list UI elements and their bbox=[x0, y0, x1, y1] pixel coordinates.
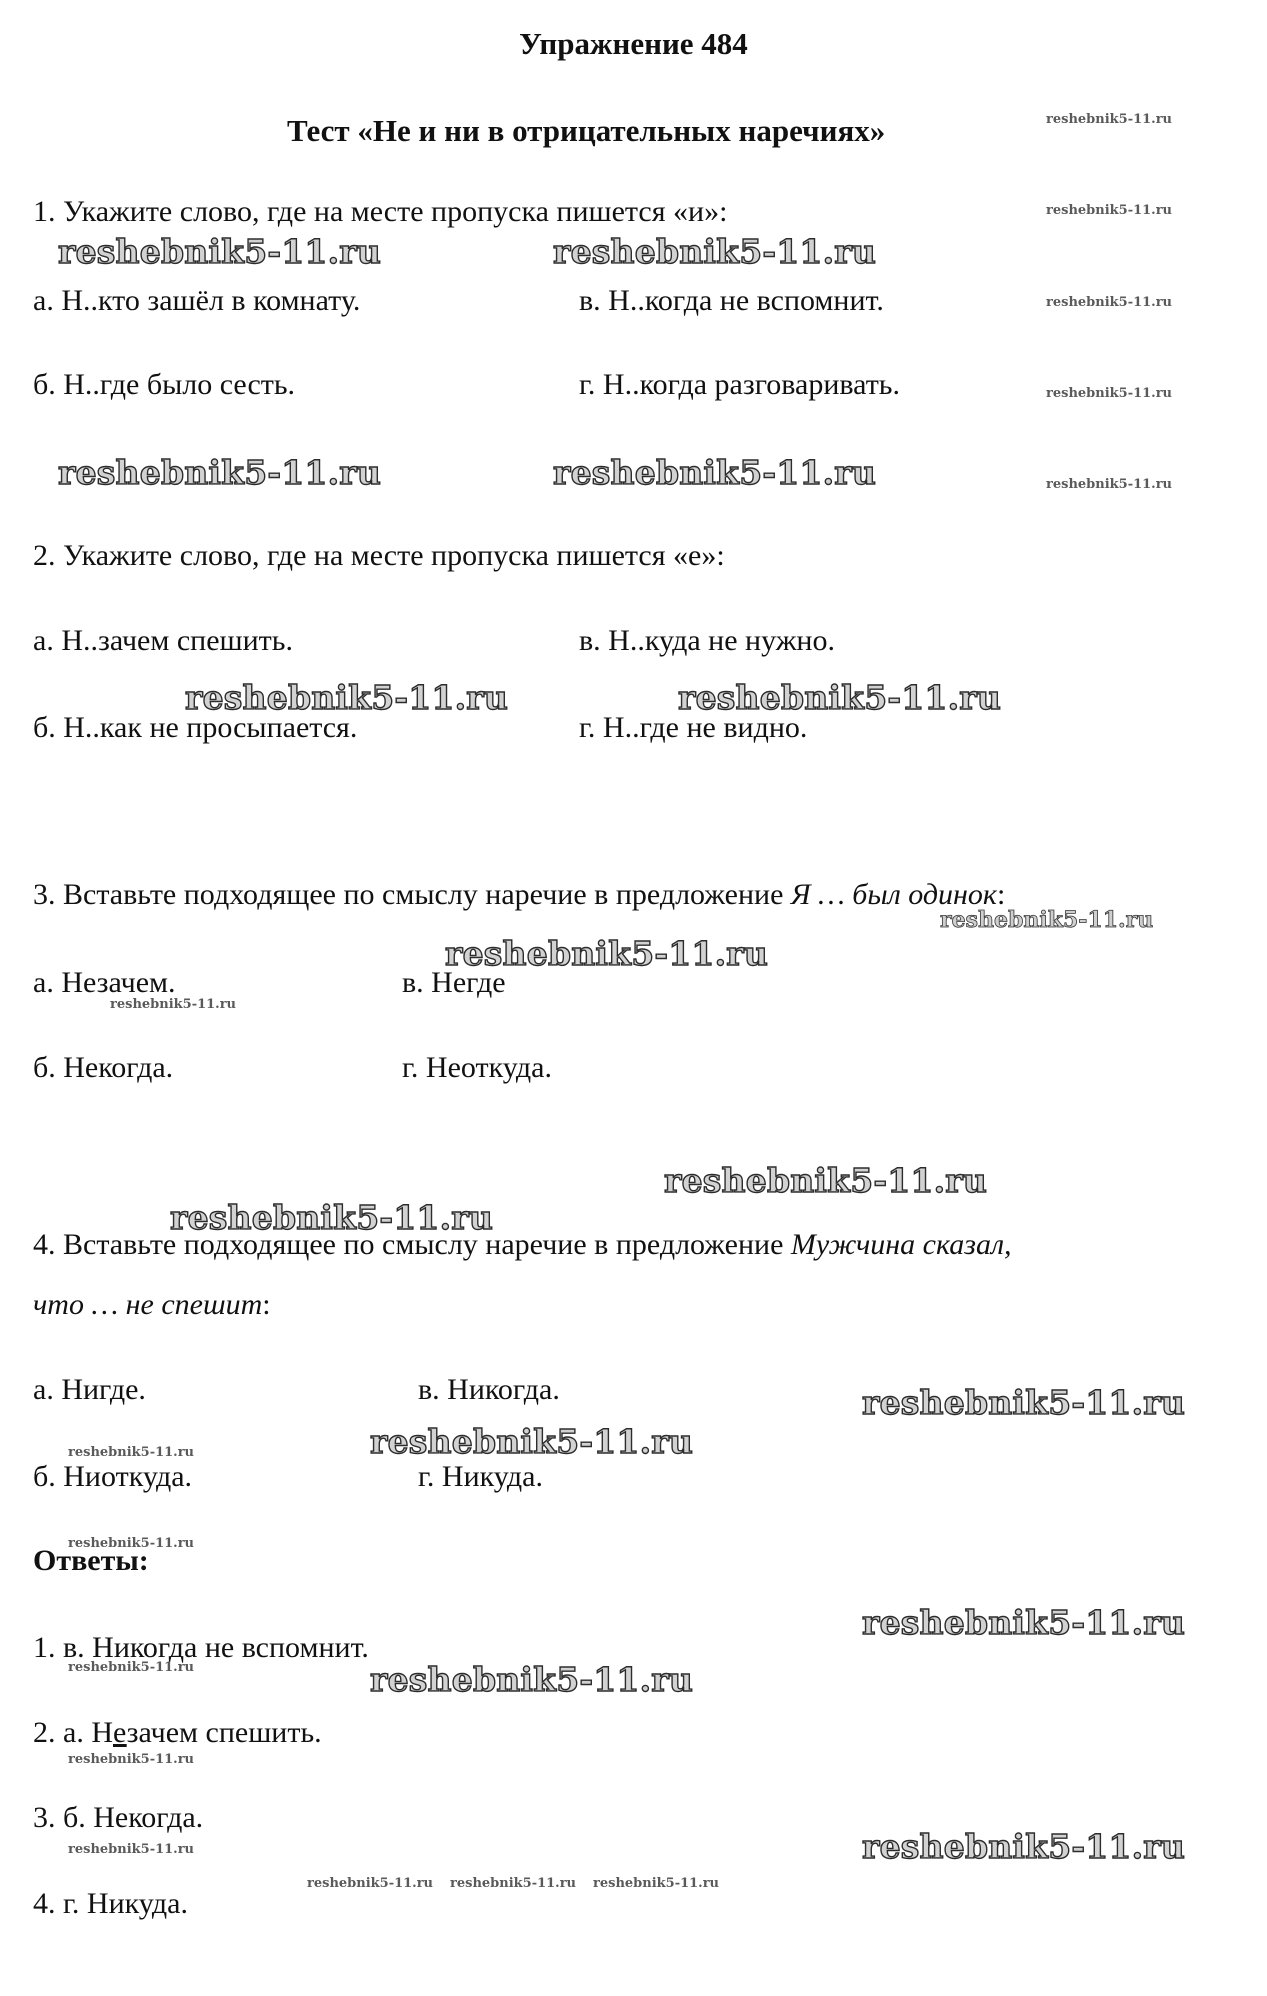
watermark: reshebnik5-11.ru bbox=[1046, 477, 1173, 492]
watermark: reshebnik5-11.ru bbox=[370, 1660, 694, 1699]
watermark: reshebnik5-11.ru bbox=[185, 678, 509, 717]
q1-option-a: а. Н..кто зашёл в комнату. bbox=[33, 284, 361, 317]
q1-option-g: г. Н..когда разговаривать. bbox=[579, 368, 900, 401]
q4-option-a: а. Нигде. bbox=[33, 1373, 146, 1406]
q2-option-a: а. Н..зачем спешить. bbox=[33, 624, 293, 657]
q4-option-v: в. Никогда. bbox=[418, 1373, 560, 1406]
answer-4: 4. г. Никуда. bbox=[33, 1887, 188, 1920]
watermark: reshebnik5-11.ru bbox=[1046, 386, 1173, 401]
q3-option-b: б. Некогда. bbox=[33, 1051, 174, 1084]
watermark: reshebnik5-11.ru bbox=[307, 1876, 434, 1891]
watermark: reshebnik5-11.ru bbox=[862, 1383, 1186, 1422]
watermark: reshebnik5-11.ru bbox=[862, 1603, 1186, 1642]
watermark: reshebnik5-11.ru bbox=[664, 1161, 988, 1200]
watermark: reshebnik5-11.ru bbox=[110, 997, 237, 1012]
watermark: reshebnik5-11.ru bbox=[170, 1198, 494, 1237]
watermark: reshebnik5-11.ru bbox=[68, 1445, 195, 1460]
watermark: reshebnik5-11.ru bbox=[593, 1876, 720, 1891]
watermark: reshebnik5-11.ru bbox=[1046, 295, 1173, 310]
watermark: reshebnik5-11.ru bbox=[678, 678, 1002, 717]
answers-heading: Ответы: bbox=[33, 1544, 149, 1577]
watermark: reshebnik5-11.ru bbox=[940, 907, 1154, 933]
watermark: reshebnik5-11.ru bbox=[1046, 112, 1173, 127]
watermark: reshebnik5-11.ru bbox=[58, 453, 382, 492]
q4-option-g: г. Никуда. bbox=[418, 1460, 543, 1493]
watermark: reshebnik5-11.ru bbox=[68, 1536, 195, 1551]
watermark: reshebnik5-11.ru bbox=[68, 1752, 195, 1767]
watermark: reshebnik5-11.ru bbox=[370, 1422, 694, 1461]
watermark: reshebnik5-11.ru bbox=[553, 453, 877, 492]
q1-option-v: в. Н..когда не вспомнит. bbox=[579, 284, 884, 317]
watermark: reshebnik5-11.ru bbox=[68, 1842, 195, 1857]
answer-2: 2. а. Незачем спешить. bbox=[33, 1716, 322, 1749]
watermark: reshebnik5-11.ru bbox=[58, 232, 382, 271]
answer-3: 3. б. Некогда. bbox=[33, 1801, 204, 1834]
page-title: Упражнение 484 bbox=[519, 26, 748, 61]
q3-option-g: г. Неоткуда. bbox=[402, 1051, 552, 1084]
watermark: reshebnik5-11.ru bbox=[445, 934, 769, 973]
q4-question-continued: что … не спешит: bbox=[33, 1288, 271, 1321]
q2-question: 2. Укажите слово, где на месте пропуска пишется «е»: bbox=[33, 539, 725, 572]
q4-question: 4. Вставьте подходящее по смыслу наречие в предложение Мужчина сказал, bbox=[33, 1228, 1012, 1261]
q2-option-g: г. Н..где не видно. bbox=[579, 711, 808, 744]
q3-question: 3. Вставьте подходящее по смыслу наречие в предложение Я … был одинок: bbox=[33, 878, 1006, 911]
watermark: reshebnik5-11.ru bbox=[553, 232, 877, 271]
q1-option-b: б. Н..где было сесть. bbox=[33, 368, 296, 401]
q3-option-v: в. Негде bbox=[402, 966, 506, 999]
q4-option-b: б. Ниоткуда. bbox=[33, 1460, 193, 1493]
watermark: reshebnik5-11.ru bbox=[862, 1827, 1186, 1866]
q2-option-v: в. Н..куда не нужно. bbox=[579, 624, 835, 657]
watermark: reshebnik5-11.ru bbox=[68, 1660, 195, 1675]
q2-option-b: б. Н..как не просыпается. bbox=[33, 711, 358, 744]
watermark: reshebnik5-11.ru bbox=[450, 1876, 577, 1891]
q1-question: 1. Укажите слово, где на месте пропуска пишется «и»: bbox=[33, 195, 728, 228]
test-subtitle: Тест «Не и ни в отрицательных наречиях» bbox=[287, 113, 886, 148]
q3-option-a: а. Незачем. bbox=[33, 966, 176, 999]
answer-1: 1. в. Никогда не вспомнит. bbox=[33, 1631, 369, 1664]
watermark: reshebnik5-11.ru bbox=[1046, 203, 1173, 218]
